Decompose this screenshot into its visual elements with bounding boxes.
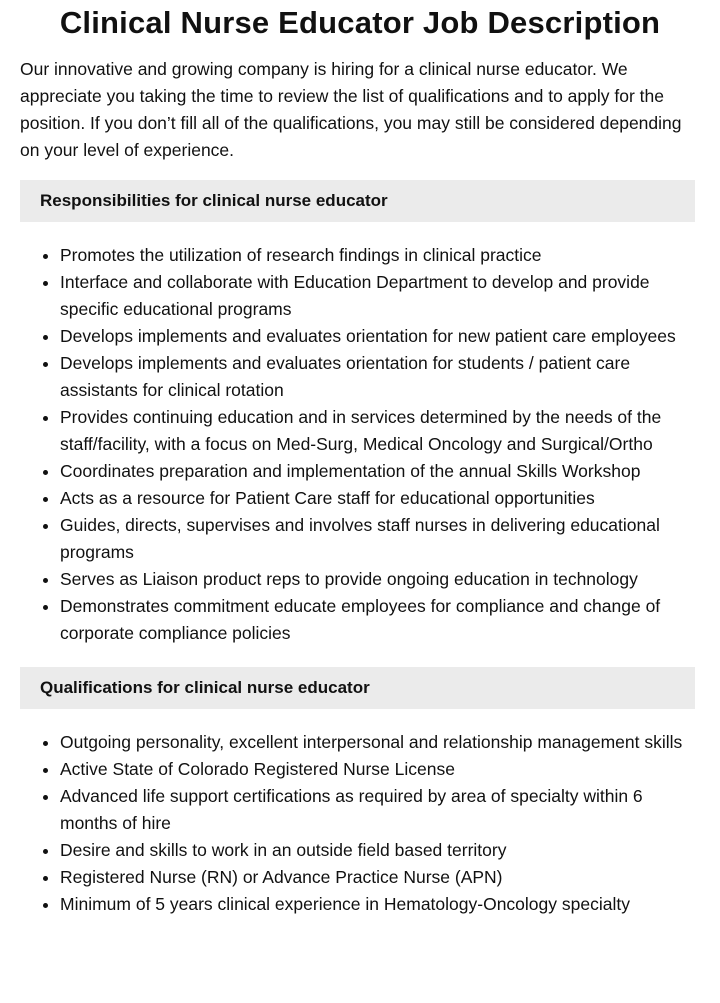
list-item: • Promotes the utilization of research findings in clinical practice <box>60 242 700 269</box>
list-item: • Guides, directs, supervises and involves staff nurses in delivering educational programs <box>60 512 700 566</box>
list-item: • Registered Nurse (RN) or Advance Practice Nurse (APN) <box>60 864 700 891</box>
list-item: • Interface and collaborate with Education Department to develop and provide specific educational programs <box>60 269 700 323</box>
list-item: • Coordinates preparation and implementation of the annual Skills Workshop <box>60 458 700 485</box>
qualifications-list <box>20 729 700 918</box>
list-item: • Serves as Liaison product reps to provide ongoing education in technology <box>60 566 700 593</box>
list-item: • Provides continuing education and in services determined by the needs of the staff/facility, with a focus on Med-Surg, Medical Oncology and Surgical/Ortho <box>60 404 700 458</box>
responsibilities-heading: Responsibilities for clinical nurse educator <box>20 180 695 222</box>
list-item: • Advanced life support certifications as required by area of specialty within 6 months of hire <box>60 783 700 837</box>
list-item: • Desire and skills to work in an outside field based territory <box>60 837 700 864</box>
list-item: • Outgoing personality, excellent interpersonal and relationship management skills <box>60 729 700 756</box>
page-title: Clinical Nurse Educator Job Description <box>59 5 661 40</box>
list-item: • Develops implements and evaluates orientation for new patient care employees <box>60 323 700 350</box>
responsibilities-list <box>20 242 700 647</box>
list-item: • Acts as a resource for Patient Care staff for educational opportunities <box>60 485 700 512</box>
list-item: • Develops implements and evaluates orientation for students / patient care assistants for clinical rotation <box>60 350 700 404</box>
list-item: • Minimum of 5 years clinical experience in Hematology-Oncology specialty <box>60 891 700 918</box>
intro-paragraph: Our innovative and growing company is hiring for a clinical nurse educator. We appreciate you taking the time to review the list of qualifications and to apply for the position. If you don’t fill all of the qualifications, you may still be considered depending on your level of experience. <box>20 59 682 160</box>
list-item: • Active State of Colorado Registered Nurse License <box>60 756 700 783</box>
qualifications-heading: Qualifications for clinical nurse educator <box>20 667 695 709</box>
list-item: • Demonstrates commitment educate employees for compliance and change of corporate compliance policies <box>60 593 700 647</box>
